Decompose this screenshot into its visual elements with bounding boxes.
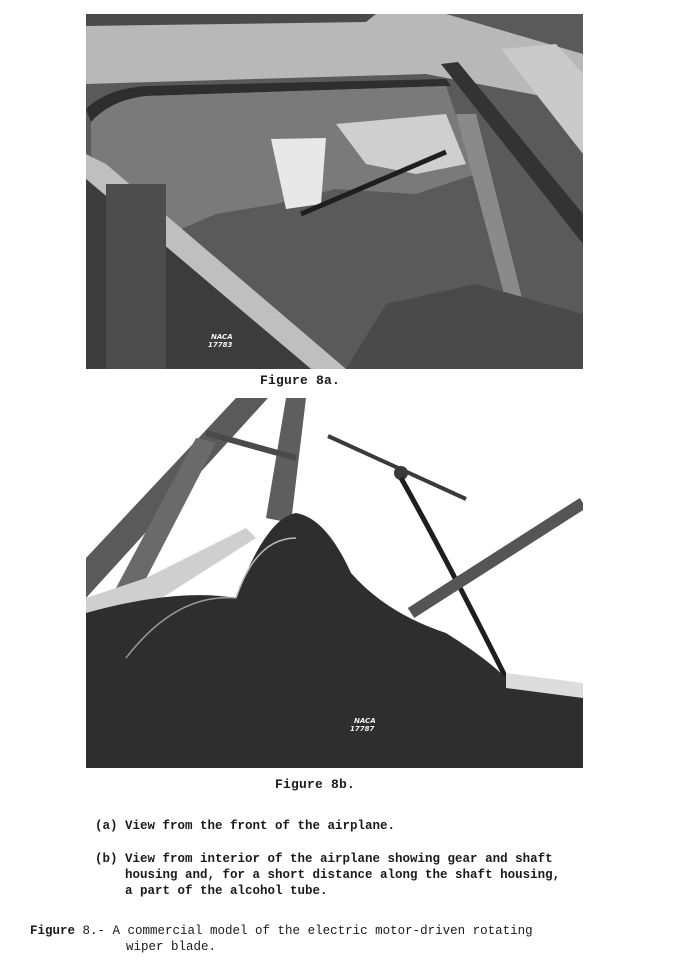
figure-8a-caption: Figure 8a. bbox=[260, 373, 341, 388]
naca-label-line2: 17787 bbox=[350, 725, 375, 733]
subcaption-b-line3: a part of the alcohol tube. bbox=[95, 884, 328, 898]
naca-label-line1: NACA bbox=[354, 717, 376, 725]
caption-line1: A commercial model of the electric motor-driven rotating bbox=[112, 924, 533, 938]
naca-label-line2: 17783 bbox=[208, 341, 233, 349]
cockpit-interior-image bbox=[86, 398, 583, 768]
figure-number: 8.- bbox=[75, 924, 113, 938]
naca-label-line1: NACA bbox=[211, 333, 233, 341]
subcaption-a: (a) View from the front of the airplane. bbox=[95, 819, 396, 833]
subcaption-b bbox=[95, 851, 560, 899]
caption-line2: wiper blade. bbox=[126, 940, 217, 954]
figure-8b-photo bbox=[86, 398, 583, 768]
cockpit-exterior-image bbox=[86, 14, 583, 369]
figure-8a-photo bbox=[86, 14, 583, 369]
subcaption-b-line2: housing and, for a short distance along the shaft housing, bbox=[95, 868, 561, 882]
figure-label: Figure bbox=[30, 924, 76, 938]
figure-8b-caption: Figure 8b. bbox=[275, 777, 356, 792]
subcaption-b-line1: (b) View from interior of the airplane showing gear and shaft bbox=[95, 852, 553, 866]
figure-8-caption bbox=[30, 923, 533, 955]
